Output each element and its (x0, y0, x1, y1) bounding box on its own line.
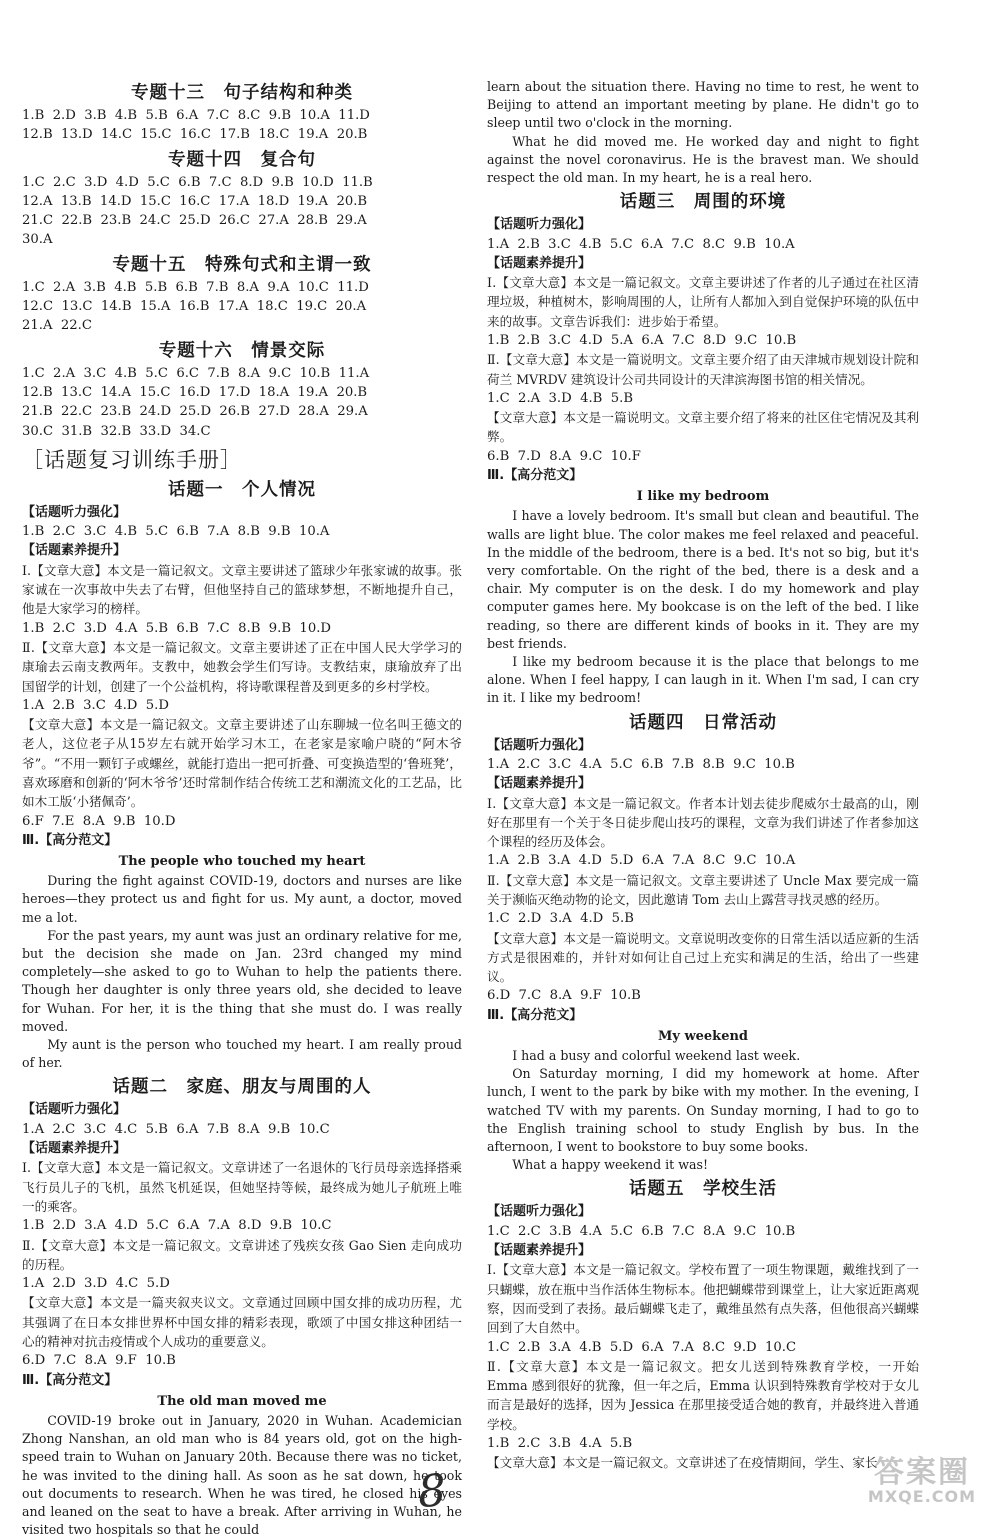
listening-label: 【话题听力强化】 (487, 1204, 592, 1220)
essay-title: My weekend (657, 1029, 749, 1045)
summary-paragraph: 【文章大意】本文是一篇夹叙夹议文。文章通过回顾中国女排的成功历程，尤其强调了在日本女排世界杯中国女排的精彩表现，歌颂了中国女排这种团结一心的精神对抗击疫情或个人成功的重要意义。 (22, 1295, 462, 1349)
listening-label: 【话题听力强化】 (487, 217, 592, 233)
watermark-logo (852, 1455, 992, 1508)
answer-line: 12.B 13.C 14.A 15.C 16.D 17.D 18.A 19.A 20.B (22, 384, 368, 400)
essay-label: Ⅲ.【高分范文】 (487, 468, 583, 484)
summary-paragraph: Ⅰ.【文章大意】本文是一篇记叙文。文章主要讲述了篮球少年张家诚的故事。张家诚在一次事故中失去了右臂，但他坚持自己的篮球梦想，不断地提升自己，他是大家学习的榜样。 (22, 562, 462, 617)
summary-paragraph: Ⅰ.【文章大意】本文是一篇记叙文。文章讲述了一名退休的飞行员母亲选择搭乘飞行员儿子的飞机，虽然飞机延误，但她坚持等候，最终成为她儿子航班上唯一的乘客。 (22, 1160, 462, 1214)
essay-paragraph: My aunt is the person who touched my heart. I am really proud of her. (22, 1037, 462, 1071)
ht4-title: 话题四 日常活动 (629, 712, 777, 733)
ht5-title: 话题五 学校生活 (629, 1179, 777, 1200)
essay-title: I like my bedroom (636, 489, 770, 505)
summary-paragraph: Ⅱ.【文章大意】本文是一篇记叙文。文章讲述了残疾女孩 Gao Sien 走向成功的历程。 (22, 1237, 462, 1272)
ht2-title: 话题二 家庭、朋友与周围的人 (112, 1077, 372, 1098)
listening-label: 【话题听力强化】 (22, 1102, 127, 1118)
answer-line: 1.A 2.B 3.A 4.D 5.D 6.A 7.A 8.C 9.C 10.A (487, 853, 796, 869)
ht1-title: 话题一 个人情况 (168, 479, 316, 500)
answer-line: 1.B 2.C 3.D 4.A 5.B 6.B 7.C 8.B 9.B 10.D (22, 620, 331, 636)
answer-line: 12.B 13.D 14.C 15.C 16.C 17.B 18.C 19.A 20.B (22, 127, 368, 143)
answer-line: 30.C 31.B 32.B 33.D 34.C (22, 423, 211, 439)
essay-paragraph: I have a lovely bedroom. It's small but clean and beautiful. The walls are light blue. The color makes me feel relaxed and peaceful. In the middle of the bedroom, there is a bed. It's not so big, but it's very comfortable. On the right of the bed, there is a desk and a chair. My computer is on the desk. I do my homework and play computer games here. My bookcase is on the left of the bed. I like reading, so there are different kinds of books in it. They are my best friends. (487, 508, 919, 651)
essay-paragraph: What he did moved me. He worked day and night to fight against the novel coronavirus. He is the bravest man. We should respect the old man. In my heart, he is a real hero. (487, 133, 919, 186)
answer-line: 1.B 2.D 3.A 4.D 5.C 6.A 7.A 8.D 9.B 10.C (22, 1218, 332, 1234)
essay-paragraph: During the fight against COVID-19, doctors and nurses are like heroes—they protect us and fight for us. My aunt, a doctor, moved me a lot. (22, 873, 462, 925)
essay-paragraph: learn about the situation there. Having no time to rest, he went to Beijing to attend an important meeting by plane. He didn't go to sleep until two o'clock in the morning. (487, 79, 919, 131)
summary-paragraph: 【文章大意】本文是一篇记叙文。文章讲述了在疫情期间，学生、家长 (487, 1455, 878, 1471)
answer-line: 1.B 2.C 3.B 4.A 5.B (487, 1436, 633, 1452)
essay-title: The old man moved me (157, 1393, 327, 1409)
essay-paragraph: For the past years, my aunt was just an ordinary relative for me, but the decision she made on Jan. 23rd changed my mind completely—she asked to go to Wuhan to help the patients there. Though her daughter is only three years old, she decided to leave for Wuhan. For her, it is the thing that she must do. I was really moved. (22, 927, 462, 1034)
essay-paragraph: On Saturday morning, I did my homework at home. After lunch, I went to the park by bike with my mother. In the evening, I watched TV with my parents. On Sunday morning, I had to go to the English training school to study English by bus. In the afternoon, I went to bookstore to buy some books. (487, 1066, 919, 1155)
answer-line: 1.A 2.C 3.C 4.A 5.C 6.B 7.B 8.B 9.C 10.B (487, 756, 795, 772)
answer-line: 1.C 2.D 3.A 4.D 5.B (487, 911, 634, 927)
literacy-label: 【话题素养提升】 (487, 255, 592, 271)
listening-label: 【话题听力强化】 (22, 504, 127, 520)
summary-paragraph: 【文章大意】本文是一篇记叙文。文章主要讲述了山东聊城一位名叫王德文的老人，这位老子从15岁左右就开始学习木工，在老家是家喻户晓的“阿木爷爷”。“不用一颗钉子或螺丝，就能打造出一把可折叠、可变换造型的‘鲁班凳’，喜欢琢磨和创新的‘阿木爷爷’还时常制作结合传统工艺和潮流文化的工艺品，比如木工版‘小猪佩奇’。 (22, 717, 462, 810)
summary-paragraph: Ⅰ.【文章大意】本文是一篇记叙文。作者本计划去徒步爬威尔士最高的山，刚好在那里有一个关于冬日徒步爬山技巧的课程，文章为我们讲述了作者参加这个课程的经历及体会。 (487, 795, 919, 850)
right-column (487, 78, 919, 1473)
answer-line: 6.D 7.C 8.A 9.F 10.B (487, 988, 641, 1004)
answer-line: 1.C 2.C 3.B 4.A 5.C 6.B 7.C 8.A 9.C 10.B (487, 1223, 796, 1239)
ht3-title: 话题三 周围的环境 (619, 192, 787, 213)
answer-line: 1.C 2.A 3.B 4.B 5.B 6.B 7.B 8.A 9.A 10.C 11.D (22, 279, 369, 295)
literacy-label: 【话题素养提升】 (487, 776, 592, 792)
answer-line: 1.A 2.C 3.C 4.C 5.B 6.A 7.B 8.A 9.B 10.C (22, 1121, 330, 1137)
summary-paragraph: 【文章大意】本文是一篇说明文。文章说明改变你的日常生活以适应新的生活方式是很困难的，并针对如何让自己过上充实和满足的生活，给出了一些建议。 (487, 930, 919, 985)
summary-paragraph: Ⅰ.【文章大意】本文是一篇记叙文。文章主要讲述了作者的儿子通过在社区清理垃圾，种植树木，影响周围的人，让所有人都加入到自觉保护环境的队伍中来的故事。文章告诉我们：进步始于希望。 (487, 275, 919, 329)
answer-line: 30.A (22, 232, 53, 248)
answer-line: 1.C 2.B 3.A 4.B 5.D 6.A 7.A 8.C 9.D 10.C (487, 1339, 797, 1355)
essay-label: Ⅲ.【高分范文】 (22, 832, 118, 848)
answer-line: 1.C 2.A 3.D 4.B 5.B (487, 390, 634, 406)
listening-label: 【话题听力强化】 (487, 737, 592, 753)
watermark-url: MXQE.COM (867, 1487, 977, 1506)
handbook-title: ［话题复习训练手册］ (22, 447, 242, 472)
answer-line: 1.A 2.B 3.C 4.D 5.D (22, 697, 169, 713)
answer-line: 1.C 2.C 3.D 4.D 5.C 6.B 7.C 8.D 9.B 10.D 11.B (22, 174, 373, 190)
answer-line: 1.A 2.D 3.D 4.C 5.D (22, 1276, 170, 1292)
summary-paragraph: Ⅱ.【文章大意】本文是一篇记叙文。文章主要讲述了 Uncle Max 要完成一篇关于濒临灭绝动物的论文，因此邀请 Tom 去山上露营寻找灵感的经历。 (487, 872, 919, 907)
essay-paragraph: I had a busy and colorful weekend last week. (512, 1048, 801, 1064)
answer-line: 21.A 22.C (22, 318, 92, 334)
literacy-label: 【话题素养提升】 (487, 1243, 592, 1259)
zt13-title: 专题十三 句子结构和种类 (131, 83, 353, 103)
answer-line: 1.B 2.D 3.B 4.B 5.B 6.A 7.C 8.C 9.B 10.A 11.D (22, 108, 370, 123)
essay-paragraph: What a happy weekend it was! (512, 1157, 709, 1173)
summary-paragraph: Ⅰ.【文章大意】本文是一篇记叙文。学校布置了一项生物课题，戴维找到了一只蝴蝶，放在瓶中当作活体生物标本。他把蝴蝶带到课堂上，让大家近距离观察，因而受到了表扬。最后蝴蝶飞走了，戴维虽然有点失落，但他很高兴蝴蝶回到了大自然中。 (487, 1262, 919, 1336)
essay-label: Ⅲ.【高分范文】 (487, 1007, 583, 1023)
zt16-title: 专题十六 情景交际 (158, 340, 326, 361)
answer-line: 1.C 2.A 3.C 4.B 5.C 6.C 7.B 8.A 9.C 10.B 11.A (22, 365, 370, 381)
watermark-text: 答案圈 (874, 1455, 970, 1490)
essay-label: Ⅲ.【高分范文】 (22, 1372, 118, 1388)
literacy-label: 【话题素养提升】 (22, 1141, 127, 1157)
answer-line: 6.F 7.E 8.A 9.B 10.D (22, 813, 176, 829)
answer-line: 21.B 22.C 23.B 24.D 25.D 26.B 27.D 28.A 29.A (22, 404, 368, 420)
summary-paragraph: 【文章大意】本文是一篇说明文。文章主要介绍了将来的社区住宅情况及其利弊。 (487, 410, 919, 445)
answer-line: 12.A 13.B 14.D 15.C 16.C 17.A 18.D 19.A 20.B (22, 193, 368, 209)
answer-line: 1.B 2.B 3.C 4.D 5.A 6.A 7.C 8.D 9.C 10.B (487, 333, 797, 348)
answer-line: 1.B 2.C 3.C 4.B 5.C 6.B 7.A 8.B 9.B 10.A (22, 524, 330, 540)
summary-paragraph: Ⅱ.【文章大意】本文是一篇记叙文。文章主要讲述了正在中国人民大学学习的康瑜去云南支教两年。支教中，她教会学生们写诗。支教结束，康瑜放弃了出国留学的计划，创建了一个公益机构，将诗歌课程普及到更多的乡村学校。 (22, 639, 462, 694)
answer-line: 6.D 7.C 8.A 9.F 10.B (22, 1353, 176, 1369)
answer-line: 1.A 2.B 3.C 4.B 5.C 6.A 7.C 8.C 9.B 10.A (487, 236, 795, 252)
answer-line: 6.B 7.D 8.A 9.C 10.F (487, 448, 641, 464)
zt14-title: 专题十四 复合句 (168, 149, 316, 170)
literacy-label: 【话题素养提升】 (22, 543, 127, 559)
left-column (22, 78, 462, 1539)
summary-paragraph: Ⅱ.【文章大意】本文是一篇说明文。文章主要介绍了由天津城市规划设计院和荷兰 MVRDV 建筑设计公司共同设计的天津滨海图书馆的相关情况。 (487, 352, 919, 387)
essay-title: The people who touched my heart (118, 854, 366, 870)
answer-line: 21.C 22.B 23.B 24.C 25.D 26.C 27.A 28.B 29.A (22, 213, 367, 229)
answer-line: 12.C 13.C 14.B 15.A 16.B 17.A 18.C 19.C 20.A (22, 299, 367, 315)
summary-paragraph: Ⅱ.【文章大意】本文是一篇记叙文。把女儿送到特殊教育学校，一开始 Emma 感到很好的犹豫，但一年之后，Emma 认识到特殊教育学校对于女儿而言是最好的选择，因为 Jessica 在那里接受适合她的教育，并最终进入普通学校。 (487, 1358, 919, 1432)
zt15-title: 专题十五 特殊句式和主谓一致 (112, 254, 372, 275)
page-number: 8 (416, 1465, 448, 1518)
essay-paragraph: I like my bedroom because it is the place that belongs to me alone. When I feel happy, I can laugh in it. When I'm sad, I can cry in it. I like my bedroom! (487, 654, 919, 706)
essay-paragraph: COVID-19 broke out in January, 2020 in Wuhan. Academician Zhong Nanshan, an old man who is 84 years old, got on the high-speed train to Wuhan on January 20th. Because there was no ticket, he was invited to the dining hall. As soon as he sat down, he took out documents to research. When he was tired, he closed his eyes and leaned on the seat to have a break. After arriving in Wuhan, he visited two hospitals so that he could (22, 1412, 462, 1538)
